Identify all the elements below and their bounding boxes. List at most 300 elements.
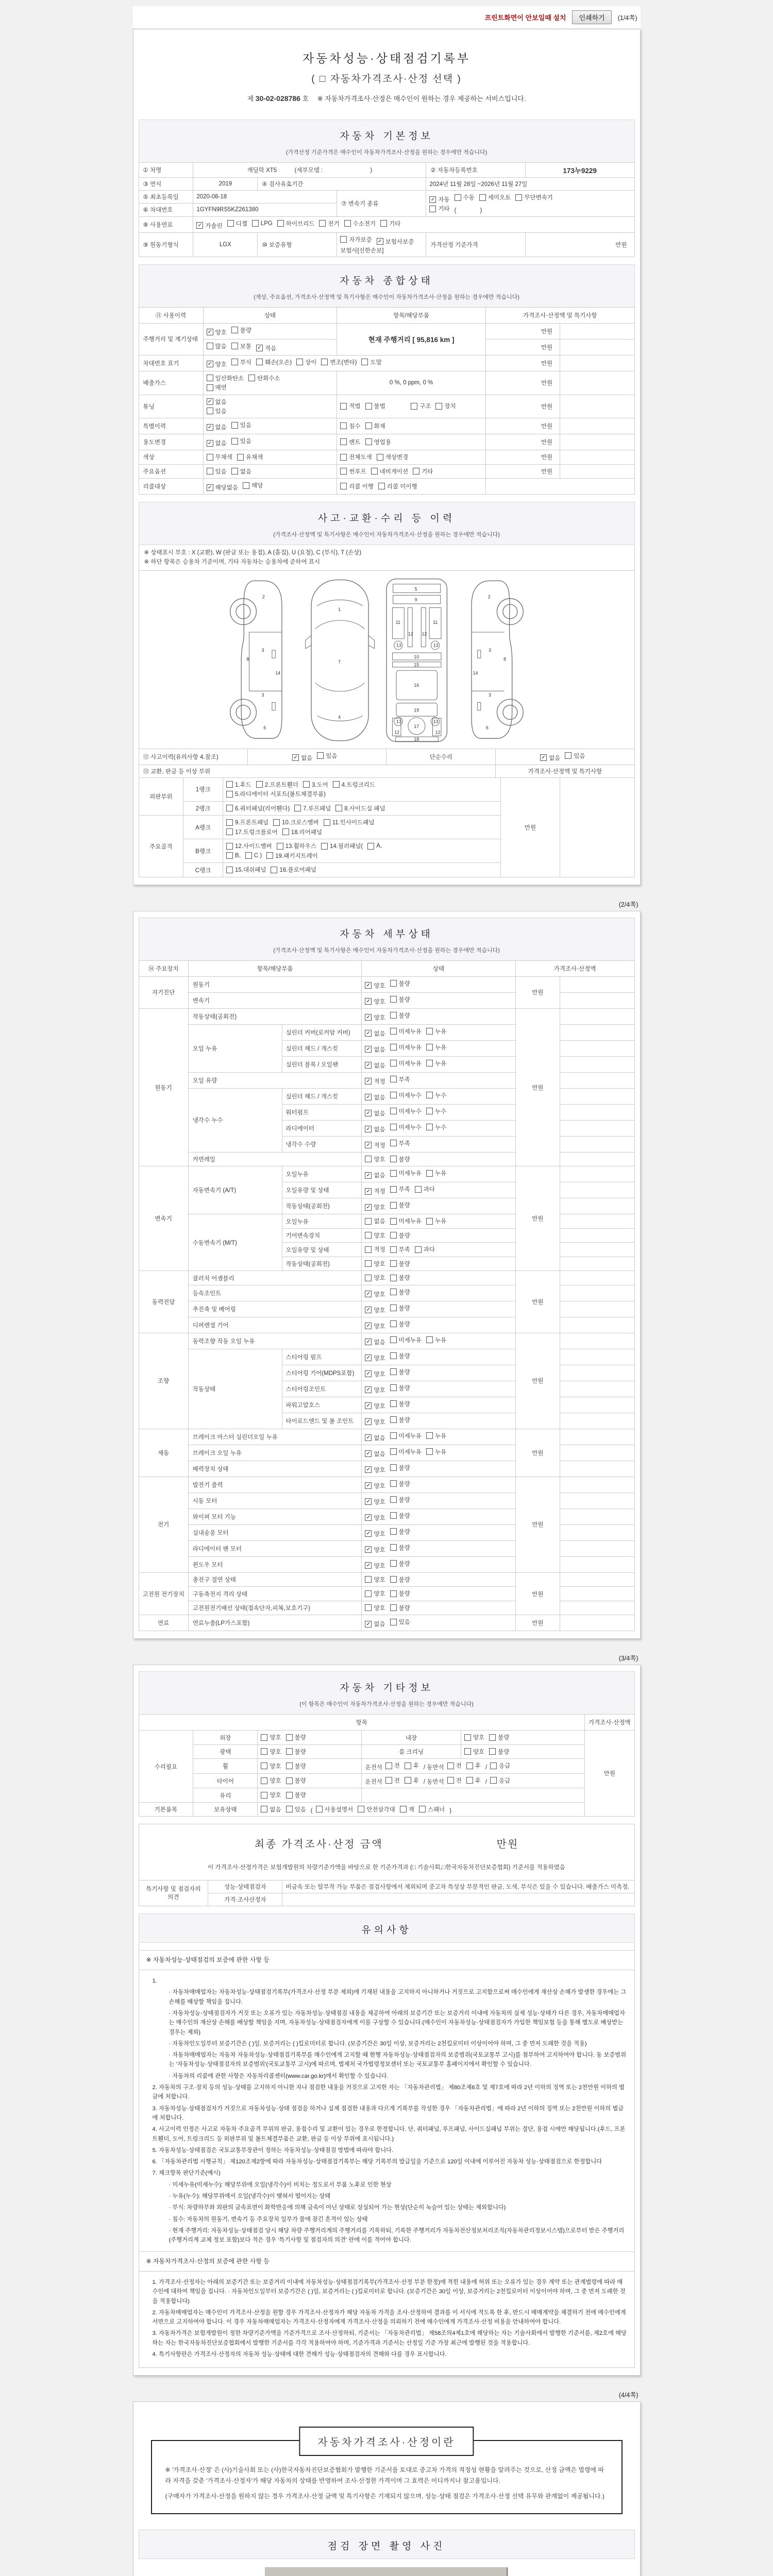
table-cell <box>203 464 337 479</box>
checkbox-checked: ✓ 양호 <box>365 1466 385 1474</box>
checkbox-unchecked: 불량 <box>489 1733 509 1741</box>
table-cell: 냉각수 누수 <box>188 1088 282 1152</box>
checkbox-checked: ✓ 양호 <box>365 1354 385 1362</box>
section-title: 자동차 세부상태 <box>340 928 433 940</box>
svg-text:3: 3 <box>489 647 491 653</box>
table-cell <box>560 1540 634 1556</box>
table-cell <box>362 1301 515 1317</box>
checkbox-checked: ✓ 없음 <box>207 439 227 447</box>
checkbox-checked: ✓ 없음 <box>292 754 312 762</box>
checkbox-unchecked: 불량 <box>390 1155 410 1163</box>
section-basic-info <box>139 120 635 163</box>
table-cell <box>560 1349 634 1365</box>
table-cell <box>560 992 634 1008</box>
side-view-left <box>230 581 282 738</box>
checkbox-unchecked: 미세누유 <box>390 1043 422 1052</box>
checkbox-unchecked: 3.도어 <box>303 781 328 789</box>
checkbox-unchecked: 13.휠하우스 <box>277 842 316 850</box>
table-cell <box>560 1461 634 1477</box>
checkbox-unchecked: 후 <box>405 1776 419 1785</box>
checkbox-unchecked: 미세누유 <box>390 1448 422 1456</box>
caution-note-line: ※ 자동차성능·상태점검의 보증에 관한 사항 등 <box>139 1950 634 1970</box>
table-cell <box>560 1365 634 1381</box>
table-cell <box>362 1271 515 1285</box>
accident-history-table <box>139 749 635 765</box>
table-cell: 튜닝 <box>139 395 203 418</box>
checkbox-unchecked: 누수 <box>426 1107 446 1115</box>
checkbox-unchecked: 미세누수 <box>390 1091 422 1099</box>
section-detail-state <box>139 918 635 961</box>
table-cell <box>362 1198 515 1214</box>
table-cell: 만원 <box>485 371 560 395</box>
inline-text: ) <box>449 1808 452 1815</box>
checkbox-checked: ✓ 없음 <box>207 398 227 406</box>
table-cell: 고전원전기배선 상태(접속단자,피복,보호기구) <box>188 1601 362 1615</box>
diagram-panel-numbers <box>246 586 506 741</box>
mileage-value: 현재 주행거리 [ 95,816 km ] <box>337 323 486 355</box>
table-cell: 전기 <box>139 1477 188 1572</box>
checkbox-unchecked: 수소전기 <box>344 219 376 228</box>
checkbox-checked: ✓ 적정 <box>365 1141 385 1149</box>
table-cell: 등속조인트 <box>188 1285 362 1301</box>
svg-text:10: 10 <box>414 654 419 659</box>
table-cell: 와이퍼 모터 기능 <box>188 1509 362 1524</box>
table-cell: 룸 크리닝 <box>362 1744 461 1759</box>
table-cell: 작동상태 <box>188 1349 282 1429</box>
table-cell <box>560 1152 634 1166</box>
checkbox-unchecked: 8.사이드실 패널 <box>335 804 385 812</box>
checkbox-unchecked: 없음 <box>261 1805 281 1814</box>
checkbox-unchecked: 미세누수 <box>390 1107 422 1115</box>
report-page-1 <box>133 29 641 885</box>
checkbox-unchecked: 있음 <box>207 407 227 415</box>
caution-note-line: 6. 「자동차관리법 시행규칙」 제120조제2항에 따라 자동차성능·상태점검기록부는 해당 기록부의 발급일을 기준으로 120일 이내에 이루어진 자동차 성능·상태점검으로 한정합니다 <box>152 2159 602 2165</box>
table-cell: ⑩ 보증유형 <box>258 232 337 257</box>
checkbox-unchecked: 없음 <box>365 1217 385 1225</box>
checkbox-unchecked: 응급 <box>490 1776 510 1785</box>
checkbox-unchecked: 양호 <box>365 1231 385 1240</box>
table-cell: 스티어링조인트 <box>282 1381 362 1397</box>
table-cell: ⑤ 최초등록일 <box>139 191 193 204</box>
table-cell: ⑧ 사용연료 <box>139 216 193 232</box>
checkbox-checked: ✓ 양호 <box>365 1290 385 1298</box>
table-cell <box>560 323 634 339</box>
checkbox-checked: ✓ 없음 <box>365 1434 385 1442</box>
table-cell <box>362 1152 515 1166</box>
table-cell: A랭크 <box>183 816 223 839</box>
table-cell <box>203 434 337 450</box>
checkbox-unchecked: 있음 <box>565 752 585 760</box>
checkbox-unchecked: 무단변속기 <box>515 193 553 201</box>
checkbox-unchecked: 미세누수 <box>390 1123 422 1131</box>
table-cell <box>426 191 634 217</box>
table-cell <box>203 371 337 395</box>
table-cell: 만원 <box>515 1615 560 1631</box>
checkbox-unchecked: 11.인사이드패널 <box>324 818 375 826</box>
checkbox-unchecked: 있음 <box>286 1805 306 1814</box>
table-cell: 만원 <box>515 1166 560 1271</box>
table-cell <box>362 1166 515 1182</box>
table-cell: 오일유량 및 상태 <box>282 1243 362 1257</box>
table-cell: 실린더 헤드 / 개스킷 <box>282 1040 362 1056</box>
checkbox-unchecked: 미세누유 <box>390 1059 422 1067</box>
table-cell <box>362 1615 515 1631</box>
table-header-cell: 항목/해당부품 <box>337 307 486 323</box>
table-cell <box>485 479 634 495</box>
svg-text:13: 13 <box>396 642 401 648</box>
checkbox-unchecked: 자가보증 <box>340 235 372 244</box>
checkbox-checked: ✓ 양호 <box>365 1203 385 1211</box>
table-cell <box>362 1540 515 1556</box>
table-cell: C랭크 <box>183 863 223 877</box>
checkbox-unchecked: 누유 <box>426 1059 446 1067</box>
table-cell <box>203 339 337 355</box>
table-cell: 워터펌프 <box>282 1104 362 1120</box>
svg-text:5: 5 <box>414 586 417 592</box>
checkbox-unchecked: 과다 <box>415 1245 435 1253</box>
checkbox-checked: ✓ 양호 <box>365 1514 385 1522</box>
inline-text: / 동반석 <box>423 1764 444 1771</box>
table-cell <box>337 464 486 479</box>
checkbox-unchecked: 응급 <box>490 1761 510 1770</box>
svg-text:13: 13 <box>433 719 439 724</box>
table-cell: 외장 <box>193 1731 258 1745</box>
table-cell <box>560 1285 634 1301</box>
table-cell <box>560 1040 634 1056</box>
inline-text: 운전석 <box>365 1764 382 1771</box>
table-cell <box>560 1601 634 1615</box>
inline-text: 운전석 <box>365 1779 382 1786</box>
checkbox-unchecked: 불량 <box>390 1544 410 1552</box>
table-header-cell: 항목 <box>139 1715 585 1731</box>
checkbox-unchecked: 불량 <box>390 1480 410 1488</box>
checkbox-checked: ✓ 없음 <box>365 1061 385 1070</box>
table-cell <box>362 1461 515 1477</box>
checkbox-unchecked: 누수 <box>426 1091 446 1099</box>
table-header-cell: 가격조사·산정액 <box>515 960 634 976</box>
table-cell <box>560 1477 634 1493</box>
table-cell <box>560 1429 634 1445</box>
table-cell <box>362 1365 515 1381</box>
table-cell: 1랭크 <box>183 777 223 801</box>
table-cell <box>560 1008 634 1024</box>
caution-note-line: · 자동차매매업자는 자동차성능·상태점검기록부(가격조사·산정 부분 제외)에 기재된 내용을 고지하지 아니하거나 거짓으로 고지함으로써 매수인에게 재산상 손해가 발생한 경우에는 그 손해를 배상할 책임을 집니다. <box>169 1989 626 2005</box>
table-cell: ⑬ 교환, 판금 등 이상 부위 <box>139 765 496 777</box>
checkbox-unchecked: 색상변경 <box>377 453 408 461</box>
table-cell: ⑨ 원동기형식 <box>139 232 193 257</box>
table-cell <box>560 1572 634 1587</box>
checkbox-unchecked: 6.쿼터패널(리어휀다) <box>226 804 290 812</box>
checkbox-unchecked: 장치 <box>435 402 456 410</box>
checkbox-checked: ✓ 없음 <box>365 1620 385 1628</box>
checkbox-unchecked: 세미오토 <box>479 193 511 201</box>
checkbox-unchecked: 양호 <box>365 1604 385 1612</box>
table-cell <box>560 1381 634 1397</box>
section-title: 자동차 기본정보 <box>340 131 433 142</box>
table-header-cell: ⑪ 사용이력 <box>139 307 203 323</box>
doc-no-value: 30-02-028786 <box>255 94 300 103</box>
checkbox-unchecked: 적정 <box>365 1245 385 1253</box>
table-cell <box>560 1257 634 1271</box>
checkbox-checked: ✓ 양호 <box>365 1386 385 1394</box>
table-cell <box>258 1773 362 1788</box>
checkbox-checked: ✓ 적정 <box>365 1077 385 1086</box>
checkbox-checked: ✓ 양호 <box>365 1322 385 1330</box>
checkbox-unchecked: 불량 <box>286 1776 306 1785</box>
checkbox-checked: ✓ 양호 <box>207 328 227 336</box>
table-cell <box>362 1773 585 1788</box>
table-cell <box>560 395 634 418</box>
table-cell: 캐딜락 XT5 (세부모델 : ) <box>193 163 426 178</box>
table-cell: 주행거리 및 계기상태 <box>139 323 203 355</box>
table-cell <box>560 1024 634 1040</box>
checkbox-unchecked: 2.프론트휀더 <box>256 781 298 789</box>
checkbox-unchecked: 15.대쉬패널 <box>226 866 266 874</box>
svg-text:3: 3 <box>261 647 264 653</box>
table-cell: 실린더 헤드 / 개스킷 <box>282 1088 362 1104</box>
table-cell <box>362 1397 515 1413</box>
table-cell: 오일 누유 <box>188 1024 282 1072</box>
checkbox-checked: ✓ 가솔린 <box>196 222 222 230</box>
checkbox-unchecked: 누유 <box>426 1043 446 1052</box>
doc-no-suffix: 호 <box>302 95 309 103</box>
caution-note-line: ※ 자동차가격조사·산정의 보증에 관한 사항 등 <box>139 2251 634 2272</box>
table-cell: 동력전달 <box>139 1271 188 1333</box>
table-cell <box>560 371 634 395</box>
table-cell <box>203 395 337 418</box>
checkbox-unchecked: 부식 <box>231 358 251 366</box>
table-cell: 비금속 또는 탈부착 가능 부품은 점검사항에서 제외되며 중고차 특성상 부분적인 판금, 도색, 부식은 있을 수 있습니다. 배출가스 미측정. <box>282 1880 634 1893</box>
table-cell <box>282 1893 634 1906</box>
checkbox-unchecked: 전 <box>447 1776 462 1785</box>
table-cell: ⑦ 변속기 종류 <box>337 191 426 217</box>
basic-info-table <box>139 162 635 257</box>
document-subtitle: ( □ 자동차가격조사·산정 선택 ) <box>311 74 462 84</box>
table-cell <box>337 434 486 450</box>
section-title: 자동차 기타정보 <box>340 1683 433 1694</box>
table-cell: 수동변속기 (M/T) <box>188 1214 282 1271</box>
table-cell <box>362 1572 515 1587</box>
svg-text:14: 14 <box>473 670 478 676</box>
table-header-cell: 가격조사·산정액 <box>585 1715 634 1731</box>
checkbox-unchecked: 18.리어패널 <box>282 828 322 836</box>
checkbox-unchecked: 일산화탄소 <box>207 374 244 382</box>
checkbox-unchecked: 안전삼각대 <box>358 1805 395 1814</box>
checkbox-unchecked: 누유 <box>426 1217 446 1225</box>
table-cell <box>560 1104 634 1120</box>
table-cell: 만원 <box>515 1008 560 1166</box>
table-cell: 가격산정 기준가격 <box>426 232 525 257</box>
table-cell <box>362 992 515 1008</box>
checkbox-unchecked: 네비게이션 <box>371 467 409 476</box>
table-cell <box>560 1615 634 1631</box>
checkbox-unchecked: 변조(변타) <box>321 358 357 366</box>
caution-note-line: 4. 사고이력 인정은 사고로 자동차 주요골격 부위의 판금, 용접수리 및 교환이 있는 경우로 한정합니다. 단, 쿼터패널, 루프패널, 사이드실패널 부위는 절단, 용접 시에만 해당됩니다.(후드, 프론트휀더, 도어, 트렁크리드 등 외판부위 및 볼트체결부품은 교환, 판금 등 이상 부위에 표시됩니다.) <box>152 2126 626 2142</box>
caution-note-line: · 자동차인도일부터 보증기간은 ( )일, 보증거리는 ( )킬로미터로 합니다. (보증기간은 30일 이상, 보증거리는 2천킬로미터 이상이어야 하며, 그 중 먼저 도래한 것을 적용) <box>169 2040 587 2047</box>
checkbox-unchecked: 1.후드 <box>226 781 251 789</box>
svg-text:11: 11 <box>395 619 400 625</box>
inline-text: / <box>485 1779 488 1786</box>
table-cell <box>560 1056 634 1072</box>
table-cell <box>560 777 634 877</box>
table-cell: 0 %, 0 ppm, 0 % <box>337 371 486 395</box>
checkbox-unchecked: 불량 <box>390 1416 410 1424</box>
checkbox-unchecked: A, <box>367 843 382 850</box>
checkbox-unchecked: 불량 <box>390 1320 410 1328</box>
print-install-notice: 프린트화면이 안보일때 설치 <box>484 14 566 22</box>
print-button[interactable]: 인쇄하기 <box>572 10 611 24</box>
diagram-legend <box>139 545 635 571</box>
table-cell <box>461 1731 585 1745</box>
checkbox-unchecked: 영업용 <box>365 438 391 446</box>
table-cell <box>560 1493 634 1509</box>
table-cell <box>560 355 634 371</box>
checkbox-unchecked: 불량 <box>390 979 410 988</box>
inline-text <box>390 405 408 411</box>
checkbox-checked: ✓ 없음 <box>540 754 560 762</box>
table-cell <box>223 863 501 877</box>
table-cell: 내장 <box>362 1731 461 1745</box>
legend-line-2: ※ 하단 항목은 승용차 기준이며, 기타 자동차는 승용차에 준하여 표시 <box>144 559 321 566</box>
table-cell: 만원 <box>485 395 560 418</box>
table-cell: ⑫ 사고이력(유의사항 4.참조) <box>139 749 248 765</box>
table-cell <box>337 232 426 257</box>
table-cell <box>560 1301 634 1317</box>
checkbox-unchecked: 미세누유 <box>390 1217 422 1225</box>
table-cell <box>362 1333 515 1349</box>
table-header-cell: 가격조사·산정액 및 특기사항 <box>485 307 634 323</box>
table-cell <box>362 1182 515 1198</box>
checkbox-unchecked: 적법 <box>340 402 360 410</box>
caution-note-line: 7. 체크항목 판단기준(예시) <box>152 2170 221 2177</box>
table-cell: 만원 <box>515 1333 560 1429</box>
table-cell <box>362 1104 515 1120</box>
table-header-cell: ⑭ 주요장치 <box>139 960 188 976</box>
checkbox-checked: ✓ 해당없음 <box>207 483 238 492</box>
caution-notes <box>139 1943 635 2368</box>
svg-text:9: 9 <box>414 597 417 602</box>
checkbox-unchecked: 잭 <box>400 1805 414 1814</box>
checkbox-unchecked: 있음 <box>207 467 227 476</box>
checkbox-unchecked: 미세누유 <box>390 1169 422 1177</box>
checkbox-unchecked: 디젤 <box>227 219 247 228</box>
caution-note-line: 2. 자동차매매업자는 매수인이 가격조사·산정을 원할 경우 가격조사·산정자가 해당 자동차 가격을 조사·산정하여 결과를 이 서식에 적도록 한 후, 반드시 매매계약을 체결하기 전에 매수인에게 서면으로 고지하여야 합니다. 이 경우 자동차매매업자는 가격조사·산정자에게 가격조사·산정을 의뢰하기 전에 매수인에게 가격조사·산정 비용을 안내하여야 합니다. <box>152 2309 626 2326</box>
table-cell: 작동상태(공회전) <box>282 1257 362 1271</box>
checkbox-checked: ✓ 양호 <box>365 1013 385 1022</box>
checkbox-checked: ✓ 없음 <box>365 1045 385 1054</box>
table-cell: 실린더 블록 / 오일팬 <box>282 1056 362 1072</box>
table-cell: 2020-08-18 <box>193 191 337 204</box>
table-cell: 만원 <box>585 1731 634 1817</box>
checkbox-checked: ✓ 양호 <box>207 360 227 368</box>
section-accident-history <box>139 502 635 545</box>
checkbox-checked: ✓ 없음 <box>365 1171 385 1179</box>
table-cell <box>560 1182 634 1198</box>
table-cell: 브레이크 마스터 실린더오일 누유 <box>188 1429 362 1445</box>
table-cell: 커먼레일 <box>188 1152 362 1166</box>
table-cell: 만원 <box>485 355 560 371</box>
checkbox-checked: ✓ 없음 <box>207 423 227 431</box>
table-cell <box>362 1136 515 1152</box>
checkbox-unchecked: 화재 <box>365 422 385 430</box>
checkbox-unchecked: 후 <box>466 1776 481 1785</box>
section-caution <box>139 1913 635 1943</box>
checkbox-unchecked: 불량 <box>286 1791 306 1799</box>
section-etc-info <box>139 1671 635 1715</box>
checkbox-unchecked: 탄화수소 <box>248 374 280 382</box>
checkbox-checked: ✓ 없음 <box>365 1125 385 1133</box>
page-indicator-4: (4/4쪽) <box>618 2392 638 2399</box>
table-cell <box>258 1788 362 1803</box>
table-cell: 오일누유 <box>282 1214 362 1229</box>
checkbox-unchecked: 불량 <box>390 1274 410 1282</box>
table-cell: 조향 <box>139 1333 188 1429</box>
table-cell: 만원 <box>485 434 560 450</box>
inline-text: / <box>485 1764 488 1771</box>
table-cell: 보유상태 <box>193 1802 258 1817</box>
svg-text:2: 2 <box>488 594 491 600</box>
checkbox-unchecked: 훼손(오손) <box>256 358 292 366</box>
table-cell <box>362 1088 515 1104</box>
table-cell: 기어변속장치 <box>282 1228 362 1243</box>
checkbox-unchecked: 렌트 <box>340 438 360 446</box>
checkbox-unchecked: 있음 <box>231 421 251 429</box>
table-cell: 만원 <box>515 1271 560 1333</box>
car-views-diagram <box>155 575 618 745</box>
table-cell: 단순수리 <box>386 749 496 765</box>
checkbox-unchecked: 불량 <box>286 1762 306 1770</box>
checkbox-unchecked: 상이 <box>296 358 316 366</box>
checkbox-unchecked: 14.필러패널( <box>321 842 363 850</box>
document-number-line <box>139 93 635 103</box>
table-cell: 만원 <box>485 323 560 339</box>
definition-box-title: 자동차가격조사·산정이란 <box>299 2427 474 2456</box>
checkbox-unchecked: 불량 <box>390 995 410 1004</box>
table-cell: 오일누유 <box>282 1166 362 1182</box>
final-price-caption: 이 가격조사·산정가격은 보험개발원의 차량기준가액을 바탕으로 한 기준가격과 (□ 기술사회,□한국자동차진단보증협회) 기준서를 적용하였음 <box>208 1865 565 1871</box>
checkbox-checked: ✓ 적음 <box>256 344 276 352</box>
table-cell <box>461 1744 585 1759</box>
checkbox-unchecked: 부족 <box>390 1075 410 1083</box>
svg-text:14: 14 <box>275 670 281 676</box>
svg-text:17: 17 <box>414 723 419 729</box>
table-cell: ① 차명 <box>139 163 193 178</box>
report-page-2 <box>133 911 641 1639</box>
caution-note-line: 1. 가격조사·산정자는 아래의 보증기간 또는 보증거리 이내에 자동차성능·상태점검기록부(가격조사·산정 부분 한정)에 적힌 내용에 허위 또는 오류가 있는 경우 계약 또는 관계법령에 따라 매수인에 대하여 책임을 집니다. · 자동차인도일부터 보증기간은 ( )일, 보증거리는 ( )킬로미터로 합니다. (보증기간은 30일 이상, 보증거리는 2천킬로미터 이상이어야 하며, 그 중 먼저 도래한 것을 적용합니다) <box>152 2279 626 2304</box>
checkbox-unchecked: 누수 <box>426 1123 446 1131</box>
table-cell: 만원 <box>485 418 560 434</box>
caution-note-line: · 자동차성능·상태점검자가 거짓 또는 오류가 있는 자동차성능·상태점검 내용을 제공하여 아래의 보증기간 또는 보증거리 이내에 자동차의 실제 성능·상태가 다른 경우, 자동차매매업자는 매수인의 재산상 손해를 배상할 책임을 지며, 자동차성능·상태점검자에게 이를 구상할 수 있습니다.(매수인이 자동차성능·상태점검자가 가입한 책임보험 등을 통해 별도로 배상받는 경우는 제외) <box>169 2010 625 2036</box>
checkbox-unchecked: C ) <box>245 852 262 859</box>
section-title: 자동차 종합상태 <box>340 275 433 286</box>
svg-text:18: 18 <box>414 736 419 742</box>
table-cell <box>203 355 485 371</box>
table-cell <box>560 1397 634 1413</box>
table-cell <box>362 1524 515 1540</box>
checkbox-unchecked: 침수 <box>340 422 360 430</box>
table-cell: 원동기 <box>188 976 362 992</box>
checkbox-checked: ✓ 양호 <box>365 997 385 1006</box>
table-cell <box>560 1136 634 1152</box>
inline-text: / 동반석 <box>423 1779 444 1786</box>
caution-note-line: · 부식: 차량하부와 외판의 금속표면이 화학반응에 의해 금속이 아닌 상태로 상실되어 가는 현상(단순히 녹슬어 있는 상태는 제외합니다) <box>169 2205 506 2211</box>
table-cell <box>362 1587 515 1601</box>
table-cell: 발전기 출력 <box>188 1477 362 1493</box>
table-cell: 라디에이터 팬 모터 <box>188 1540 362 1556</box>
table-cell: 배출가스 <box>139 371 203 395</box>
table-cell: 변속기 <box>188 992 362 1008</box>
checkbox-unchecked: 양호 <box>261 1776 281 1785</box>
